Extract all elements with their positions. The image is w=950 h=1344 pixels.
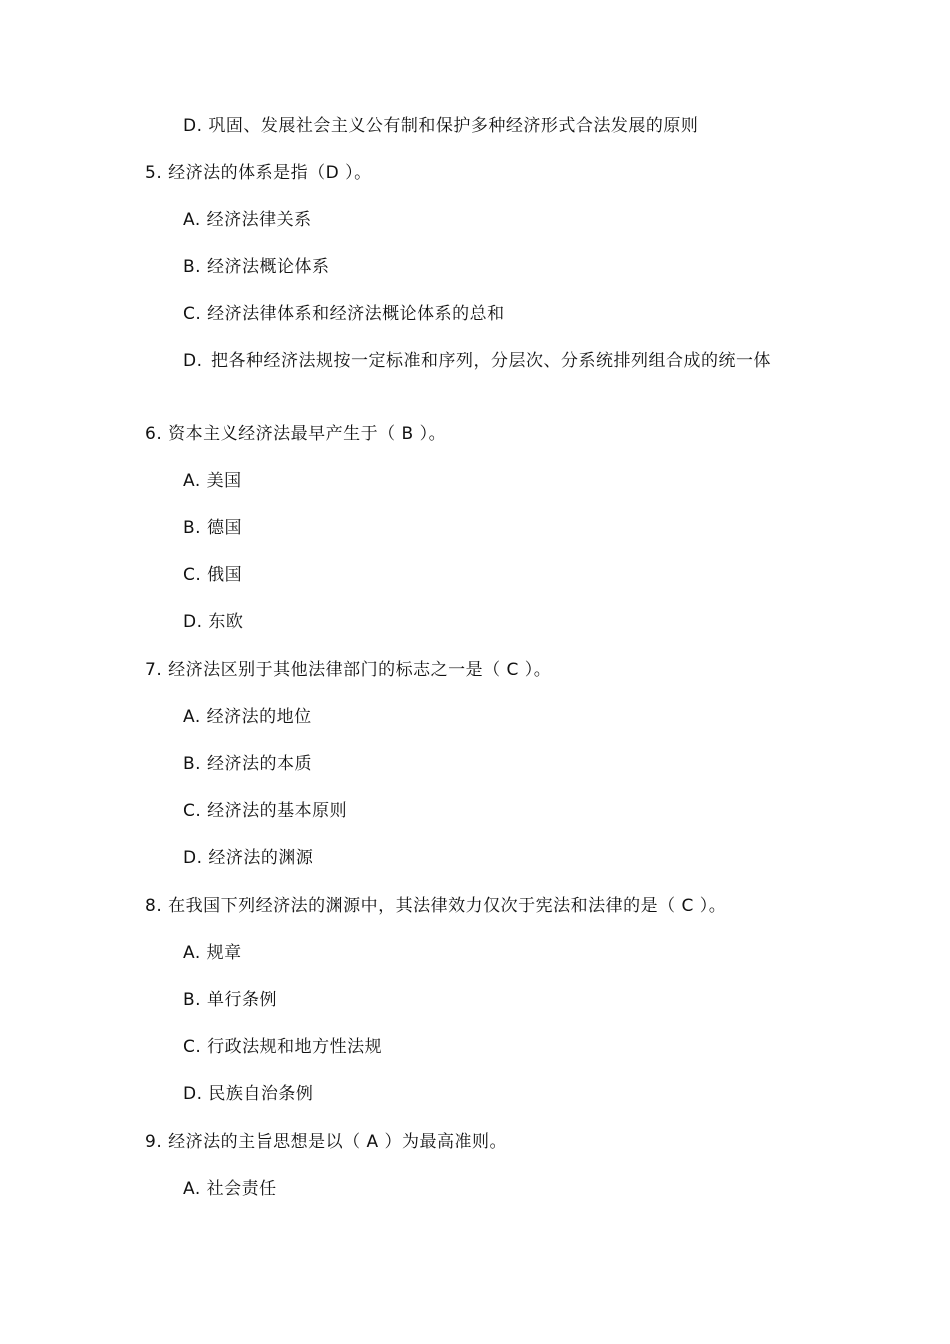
option-8d: D. 民族自治条例 [183,1084,314,1104]
question-6: 6. 资本主义经济法最早产生于（ B ）。 [145,424,447,444]
option-7d: D. 经济法的渊源 [183,848,314,868]
option-8b: B. 单行条例 [183,990,277,1010]
option-5d-mark: D. [183,351,203,371]
option-5a: A. 经济法律关系 [183,210,312,230]
option-9a: A. 社会责任 [183,1179,277,1199]
option-5c: C. 经济法律体系和经济法概论体系的总和 [183,304,505,324]
option-7b: B. 经济法的本质 [183,754,312,774]
option-7c: C. 经济法的基本原则 [183,801,348,821]
option-6a: A. 美国 [183,471,242,491]
option-6c: C. 俄国 [183,565,243,585]
question-5: 5. 经济法的体系是指（D ）。 [145,163,372,183]
question-9: 9. 经济法的主旨思想是以（ A ）为最高准则。 [145,1132,508,1152]
option-5d-text: 把各种经济法规按一定标准和序列，分层次、分系统排列组合成的统一体 [211,351,771,371]
option-5b: B. 经济法概论体系 [183,257,330,277]
question-8: 8. 在我国下列经济法的渊源中，其法律效力仅次于宪法和法律的是（ C ）。 [145,896,727,916]
option-7a: A. 经济法的地位 [183,707,312,727]
option-6b: B. 德国 [183,518,242,538]
option-4d: D. 巩固、发展社会主义公有制和保护多种经济形式合法发展的原则 [183,116,699,136]
option-8a: A. 规章 [183,943,242,963]
question-7: 7. 经济法区别于其他法律部门的标志之一是（ C ）。 [145,660,552,680]
option-5d [183,350,813,373]
option-8c: C. 行政法规和地方性法规 [183,1037,383,1057]
option-6d: D. 东欧 [183,612,244,632]
